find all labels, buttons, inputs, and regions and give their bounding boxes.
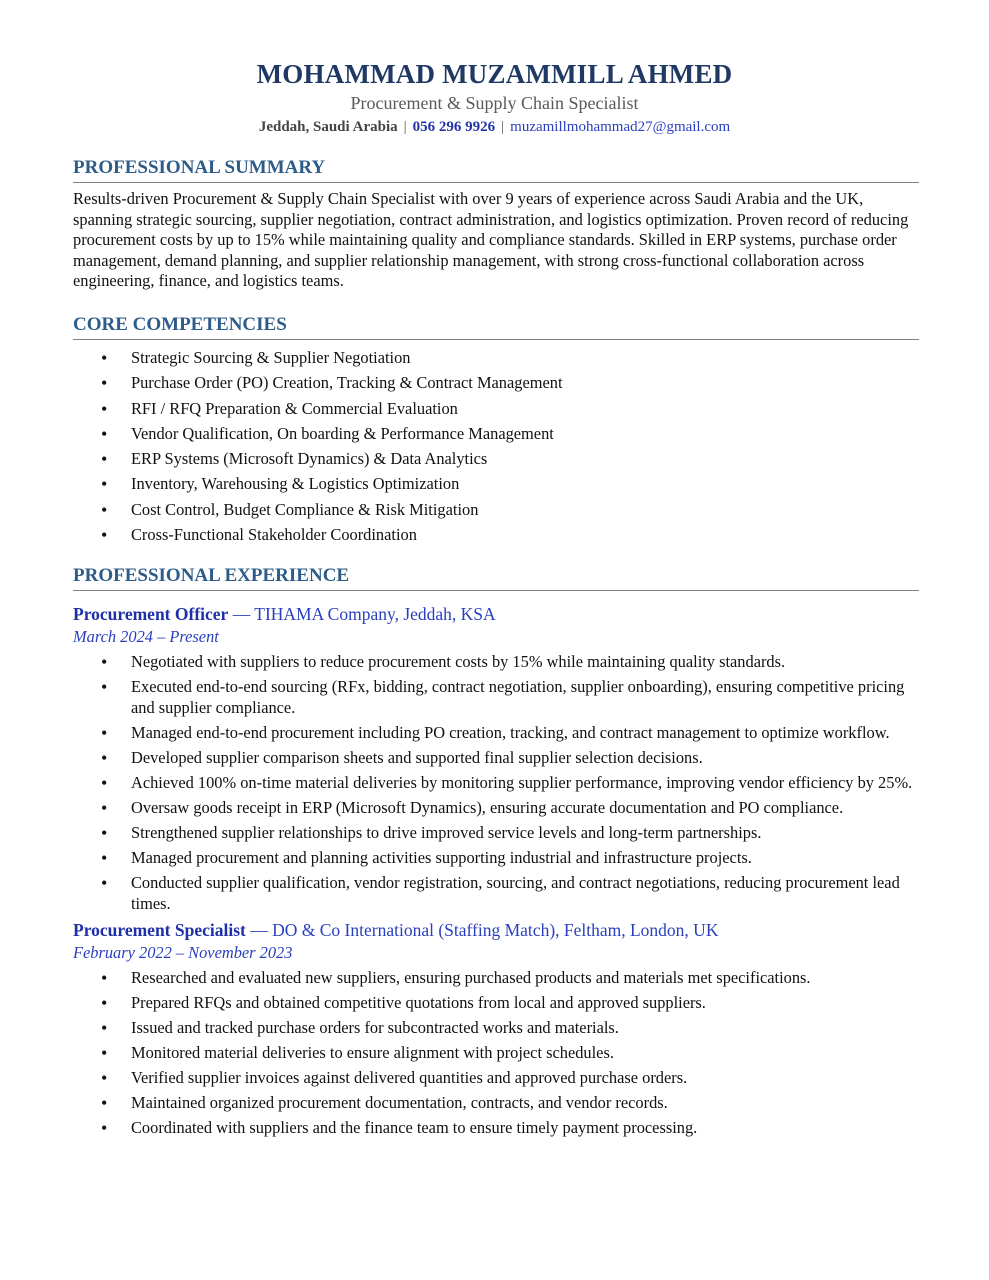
job-title: Procurement Specialist [73, 919, 246, 940]
section-heading: CORE COMPETENCIES [73, 313, 919, 340]
contact-phone: 056 296 9926 [412, 119, 496, 135]
job-role-line [73, 603, 919, 626]
section-heading: PROFESSIONAL SUMMARY [73, 156, 919, 183]
list-item: • Strengthened supplier relationships to drive improved service levels and long-term partnerships. [73, 823, 919, 844]
candidate-title: Procurement & Supply Chain Specialist [350, 93, 639, 113]
list-item: • Conducted supplier qualification, vendor registration, sourcing, and contract negotiations, reducing procurement lead times. [73, 873, 919, 914]
list-item: • Vendor Qualification, On boarding & Performance Management [73, 424, 919, 445]
job-company: — DO & Co International (Staffing Match), Feltham, London, UK [245, 919, 719, 940]
contact-email[interactable]: muzamillmohammad27@gmail.com [510, 119, 731, 135]
list-item: • Purchase Order (PO) Creation, Tracking & Contract Management [73, 373, 919, 394]
list-item: • Negotiated with suppliers to reduce procurement costs by 15% while maintaining quality standards. [73, 652, 919, 673]
job-bullets [73, 968, 919, 1139]
list-item: • Managed procurement and planning activities supporting industrial and infrastructure projects. [73, 848, 919, 869]
section-heading: PROFESSIONAL EXPERIENCE [73, 564, 919, 591]
list-item: • Issued and tracked purchase orders for subcontracted works and materials. [73, 1018, 919, 1039]
job-bullets [73, 652, 919, 914]
candidate-name: MOHAMMAD MUZAMMILL AHMED [256, 59, 733, 89]
list-item: • Oversaw goods receipt in ERP (Microsoft Dynamics), ensuring accurate documentation and PO compliance. [73, 798, 919, 819]
list-item: • Coordinated with suppliers and the finance team to ensure timely payment processing. [73, 1118, 919, 1139]
summary-text: Results-driven Procurement & Supply Chain Specialist with over 9 years of experience across Saudi Arabia and the UK, spanning strategic sourcing, supplier negotiation, contract administration, and logistics optimization. Proven record of reducing procurement costs by up to 15% while maintaining quality and compliance standards. Skilled in ERP systems, purchase order management, demand planning, and supplier relationship management, with strong cross-functional collaboration across engineering, finance, and logistics teams. [73, 189, 909, 291]
job-entry [73, 603, 919, 914]
summary-section [73, 156, 919, 292]
list-item: • Executed end-to-end sourcing (RFx, bidding, contract negotiation, supplier onboarding), ensuring competitive pricing and supplier compliance. [73, 677, 919, 718]
list-item: • Developed supplier comparison sheets and supported final supplier selection decisions. [73, 748, 919, 769]
competencies-section [73, 313, 919, 550]
job-role-line [73, 919, 919, 942]
contact-separator: | [403, 119, 407, 135]
job-dates: February 2022 – November 2023 [73, 942, 293, 962]
job-title: Procurement Officer [73, 604, 229, 624]
list-item: • ERP Systems (Microsoft Dynamics) & Data Analytics [73, 449, 919, 470]
list-item: • Strategic Sourcing & Supplier Negotiation [73, 348, 919, 369]
job-entry [73, 919, 919, 1139]
list-item: • Maintained organized procurement documentation, contracts, and vendor records. [73, 1093, 919, 1114]
job-company: — TIHAMA Company, Jeddah, KSA [228, 604, 496, 624]
list-item: • Cross-Functional Stakeholder Coordination [73, 525, 919, 546]
list-item: • Verified supplier invoices against delivered quantities and approved purchase orders. [73, 1068, 919, 1089]
list-item: • Cost Control, Budget Compliance & Risk Mitigation [73, 500, 919, 521]
contact-location: Jeddah, Saudi Arabia [258, 119, 398, 135]
resume-header [0, 58, 989, 138]
contact-separator: | [501, 119, 505, 135]
list-item: • Prepared RFQs and obtained competitive quotations from local and approved suppliers. [73, 993, 919, 1014]
list-item: • Achieved 100% on-time material deliveries by monitoring supplier performance, improving vendor efficiency by 25%. [73, 773, 919, 794]
experience-section [73, 564, 919, 1144]
list-item: • Managed end-to-end procurement including PO creation, tracking, and contract management to optimize workflow. [73, 723, 919, 744]
list-item: • Researched and evaluated new suppliers, ensuring purchased products and materials met specifications. [73, 968, 919, 989]
list-item: • RFI / RFQ Preparation & Commercial Evaluation [73, 399, 919, 420]
competency-list [73, 348, 919, 546]
list-item: • Monitored material deliveries to ensure alignment with project schedules. [73, 1043, 919, 1064]
contact-line [0, 116, 989, 138]
list-item: • Inventory, Warehousing & Logistics Optimization [73, 474, 919, 495]
job-dates: March 2024 – Present [73, 627, 219, 646]
